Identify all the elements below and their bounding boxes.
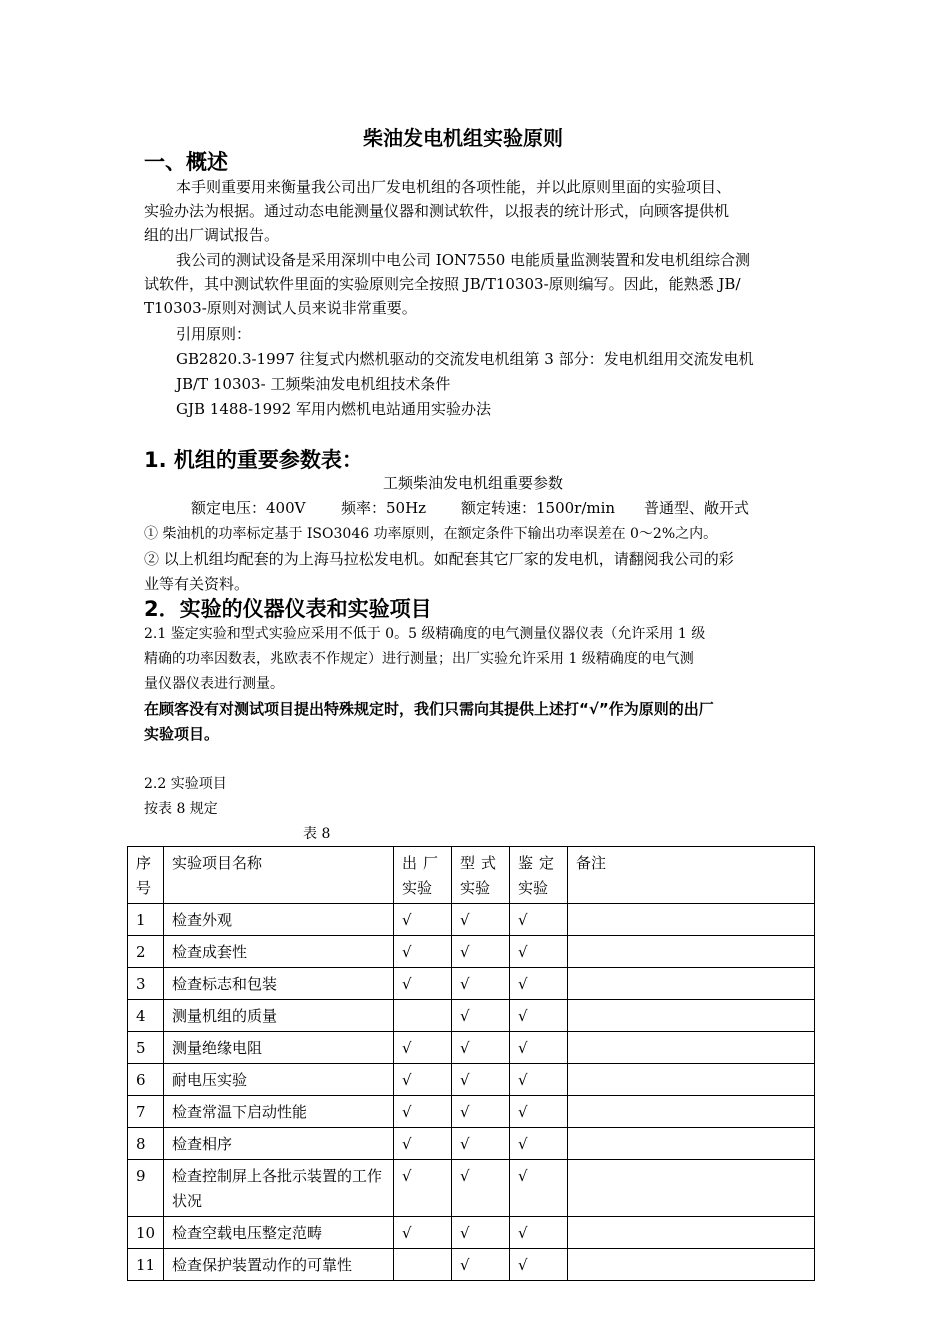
- paragraph-line: 实验办法为根据。通过动态电能测量仪器和测试软件，以报表的统计形式，向顾客提供机: [144, 202, 730, 220]
- row-factory-check: √: [394, 904, 452, 936]
- note-power-rating: ① 柴油机的功率标定基于 ISO3046 功率原则，在额定条件下输出功率误差在 0～2%之内。: [144, 526, 718, 542]
- bold-statement-line: 实验项目。: [144, 725, 220, 743]
- row-remark: [568, 1160, 815, 1217]
- section-heading-parameters: 1. 机组的重要参数表：: [144, 448, 363, 472]
- row-type-check: √: [452, 1249, 510, 1281]
- test-items-table: [127, 846, 815, 1281]
- row-remark: [568, 968, 815, 1000]
- header-factory-line: 实验: [402, 879, 433, 897]
- table-row: [128, 1249, 815, 1281]
- references-label: 引用原则：: [176, 325, 252, 343]
- row-type-check: √: [452, 1000, 510, 1032]
- row-appraisal-check: √: [510, 1032, 568, 1064]
- row-remark: [568, 1064, 815, 1096]
- header-appraisal-test: [510, 847, 568, 904]
- header-factory-line: 出厂: [402, 854, 445, 872]
- row-factory-check: √: [394, 1032, 452, 1064]
- row-type-check: √: [452, 1032, 510, 1064]
- row-number: 8: [128, 1128, 164, 1160]
- header-type-test: [452, 847, 510, 904]
- row-type-check: √: [452, 1128, 510, 1160]
- row-item-name: 检查空载电压整定范畴: [164, 1217, 394, 1249]
- header-number-line: 号: [136, 879, 152, 897]
- row-appraisal-check: √: [510, 1096, 568, 1128]
- paragraph-line: 试软件，其中测试软件里面的实验原则完全按照 JB/T10303-原则编写。因此，能熟悉 JB/: [144, 275, 741, 293]
- row-remark: [568, 1249, 815, 1281]
- paragraph-line: 量仪器仪表进行测量。: [144, 676, 284, 692]
- param-frequency: 频率：50Hz: [341, 499, 427, 517]
- row-item-name: 检查标志和包装: [164, 968, 394, 1000]
- row-item-name: 检查相序: [164, 1128, 394, 1160]
- row-factory-check: [394, 1249, 452, 1281]
- paragraph-line: T10303-原则对测试人员来说非常重要。: [144, 299, 417, 317]
- row-number: 9: [128, 1160, 164, 1217]
- section-heading-instruments: 2．实验的仪器仪表和实验项目: [144, 597, 432, 621]
- row-factory-check: √: [394, 968, 452, 1000]
- table-row: [128, 968, 815, 1000]
- row-factory-check: √: [394, 936, 452, 968]
- paragraph-line: 组的出厂调试报告。: [144, 226, 280, 244]
- header-type-line: 型式: [460, 854, 503, 872]
- row-appraisal-check: √: [510, 1249, 568, 1281]
- reference-item: GB2820.3-1997 往复式内燃机驱动的交流发电机组第 3 部分：发电机组用交流发电机: [176, 350, 754, 368]
- row-type-check: √: [452, 1160, 510, 1217]
- param-rated-speed: 额定转速：1500r/min: [461, 499, 616, 517]
- row-number: 7: [128, 1096, 164, 1128]
- row-number: 3: [128, 968, 164, 1000]
- table-row: [128, 1096, 815, 1128]
- table-row: [128, 936, 815, 968]
- row-number: 4: [128, 1000, 164, 1032]
- paragraph-line: 2.1 鉴定实验和型式实验应采用不低于 0。5 级精确度的电气测量仪器仪表（允许采用 1 级: [144, 626, 706, 642]
- row-factory-check: √: [394, 1128, 452, 1160]
- row-factory-check: [394, 1000, 452, 1032]
- row-appraisal-check: √: [510, 1128, 568, 1160]
- row-type-check: √: [452, 1217, 510, 1249]
- note-generator-line: 业等有关资料。: [144, 575, 250, 593]
- parameters-table-title: 工频柴油发电机组重要参数: [383, 474, 564, 492]
- row-appraisal-check: √: [510, 1064, 568, 1096]
- row-remark: [568, 1096, 815, 1128]
- paragraph-line: 我公司的测试设备是采用深圳中电公司 ION7550 电能质量监测装置和发电机组综合测: [176, 251, 751, 269]
- row-appraisal-check: √: [510, 1000, 568, 1032]
- row-type-check: √: [452, 968, 510, 1000]
- row-item-name: 检查控制屏上各批示装置的工作状况: [164, 1160, 394, 1217]
- row-remark: [568, 904, 815, 936]
- header-remark: 备注: [568, 847, 815, 904]
- row-appraisal-check: √: [510, 1160, 568, 1217]
- row-remark: [568, 1128, 815, 1160]
- row-item-name: 检查成套性: [164, 936, 394, 968]
- row-remark: [568, 936, 815, 968]
- reference-item: JB/T 10303- 工频柴油发电机组技术条件: [176, 375, 451, 393]
- header-type-line: 实验: [460, 879, 491, 897]
- param-type: 普通型、敞开式: [644, 499, 750, 517]
- row-remark: [568, 1000, 815, 1032]
- row-type-check: √: [452, 1096, 510, 1128]
- subsection-heading: 2.2 实验项目: [144, 776, 227, 792]
- paragraph-line: 精确的功率因数表，兆欧表不作规定）进行测量；出厂实验允许采用 1 级精确度的电气测: [144, 651, 694, 667]
- section-heading-overview: 一、概述: [144, 150, 228, 174]
- row-factory-check: √: [394, 1096, 452, 1128]
- table-reference-text: 按表 8 规定: [144, 801, 218, 817]
- row-factory-check: √: [394, 1160, 452, 1217]
- row-appraisal-check: √: [510, 1217, 568, 1249]
- row-item-name: 耐电压实验: [164, 1064, 394, 1096]
- row-item-name: 检查常温下启动性能: [164, 1096, 394, 1128]
- row-factory-check: √: [394, 1217, 452, 1249]
- table-row: [128, 904, 815, 936]
- row-number: 11: [128, 1249, 164, 1281]
- row-factory-check: √: [394, 1064, 452, 1096]
- row-item-name: 测量机组的质量: [164, 1000, 394, 1032]
- table-header-row: [128, 847, 815, 904]
- header-number-line: 序: [136, 854, 152, 872]
- table-label: 表 8: [303, 826, 331, 842]
- param-rated-voltage: 额定电压：400V: [191, 499, 306, 517]
- row-item-name: 检查外观: [164, 904, 394, 936]
- row-number: 5: [128, 1032, 164, 1064]
- row-number: 6: [128, 1064, 164, 1096]
- row-appraisal-check: √: [510, 968, 568, 1000]
- table-row: [128, 1032, 815, 1064]
- header-appraisal-line: 鉴定: [518, 854, 561, 872]
- document-title: 柴油发电机组实验原则: [363, 126, 563, 150]
- row-type-check: √: [452, 936, 510, 968]
- row-type-check: √: [452, 1064, 510, 1096]
- row-number: 2: [128, 936, 164, 968]
- table-row: [128, 1000, 815, 1032]
- table-row: [128, 1128, 815, 1160]
- reference-item: GJB 1488-1992 军用内燃机电站通用实验办法: [176, 400, 491, 418]
- row-number: 1: [128, 904, 164, 936]
- paragraph-line: 本手则重要用来衡量我公司出厂发电机组的各项性能，并以此原则里面的实验项目、: [176, 178, 732, 196]
- row-type-check: √: [452, 904, 510, 936]
- row-number: 10: [128, 1217, 164, 1249]
- row-appraisal-check: √: [510, 904, 568, 936]
- table-row: [128, 1064, 815, 1096]
- row-remark: [568, 1217, 815, 1249]
- header-number: [128, 847, 164, 904]
- row-appraisal-check: √: [510, 936, 568, 968]
- header-appraisal-line: 实验: [518, 879, 549, 897]
- row-item-name: 检查保护装置动作的可靠性: [164, 1249, 394, 1281]
- note-generator-line: ② 以上机组均配套的为上海马拉松发电机。如配套其它厂家的发电机，请翻阅我公司的彩: [144, 550, 734, 568]
- row-remark: [568, 1032, 815, 1064]
- table-row: [128, 1160, 815, 1217]
- header-factory-test: [394, 847, 452, 904]
- row-item-name: 测量绝缘电阻: [164, 1032, 394, 1064]
- bold-statement-line: 在顾客没有对测试项目提出特殊规定时，我们只需向其提供上述打“√”作为原则的出厂: [144, 700, 714, 718]
- header-item-name: 实验项目名称: [164, 847, 394, 904]
- table-row: [128, 1217, 815, 1249]
